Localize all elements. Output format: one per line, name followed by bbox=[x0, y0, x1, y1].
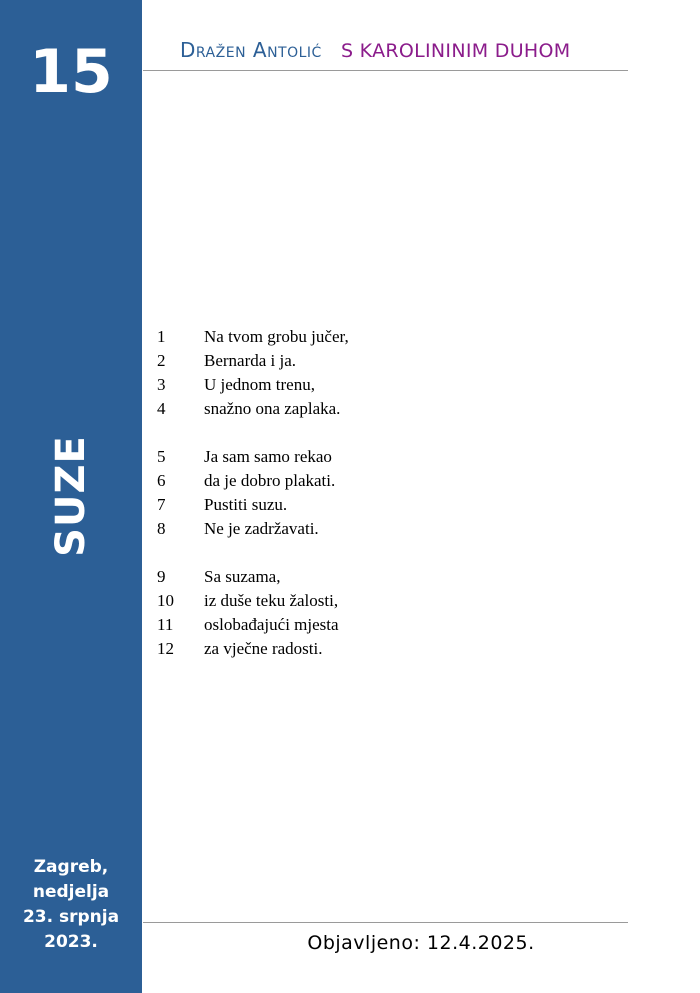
line-text: Ne je zadržavati. bbox=[204, 519, 319, 538]
line-number: 10 bbox=[157, 591, 174, 610]
book-title: S KAROLININIM DUHOM bbox=[340, 40, 571, 62]
sidebar bbox=[0, 0, 142, 993]
page-header bbox=[180, 38, 570, 62]
date-block bbox=[0, 855, 142, 955]
line-number: 5 bbox=[157, 447, 166, 466]
date-line-place: Zagreb, bbox=[33, 857, 109, 877]
poem-line bbox=[157, 613, 349, 637]
poem-line bbox=[157, 493, 349, 517]
line-text: Pustiti suzu. bbox=[204, 495, 288, 514]
line-number: 11 bbox=[157, 615, 174, 634]
line-number: 12 bbox=[157, 639, 174, 658]
line-text: snažno ona zaplaka. bbox=[204, 399, 341, 418]
stanza bbox=[157, 445, 349, 541]
line-text: iz duše teku žalosti, bbox=[204, 591, 339, 610]
poem-line bbox=[157, 517, 349, 541]
line-text: za vječne radosti. bbox=[204, 639, 323, 658]
poem-line bbox=[157, 349, 349, 373]
poem-line bbox=[157, 373, 349, 397]
line-text: Na tvom grobu jučer, bbox=[204, 327, 349, 346]
published-date: Objavljeno: 12.4.2025. bbox=[307, 932, 535, 954]
poem-line bbox=[157, 397, 349, 421]
line-text: Sa suzama, bbox=[204, 567, 281, 586]
line-text: da je dobro plakati. bbox=[204, 471, 336, 490]
poem-line bbox=[157, 325, 349, 349]
line-number: 8 bbox=[157, 519, 166, 538]
line-text: oslobađajući mjesta bbox=[204, 615, 339, 634]
poem bbox=[157, 325, 349, 685]
line-number: 4 bbox=[157, 399, 166, 418]
date-line-weekday: nedjelja bbox=[32, 882, 110, 902]
date-line-year: 2023. bbox=[44, 932, 98, 952]
page-number: 15 bbox=[29, 37, 113, 107]
line-text: Bernarda i ja. bbox=[204, 351, 297, 370]
stanza bbox=[157, 325, 349, 421]
poem-title: SUZE bbox=[48, 435, 94, 557]
poem-line bbox=[157, 589, 349, 613]
line-number: 2 bbox=[157, 351, 166, 370]
header-divider bbox=[143, 70, 628, 71]
stanza bbox=[157, 565, 349, 661]
poem-line bbox=[157, 637, 349, 661]
author-name: Dražen Antolić bbox=[180, 38, 322, 62]
poem-line bbox=[157, 445, 349, 469]
line-text: U jednom trenu, bbox=[204, 375, 315, 394]
line-number: 9 bbox=[157, 567, 166, 586]
line-text: Ja sam samo rekao bbox=[204, 447, 332, 466]
line-number: 6 bbox=[157, 471, 166, 490]
footer-divider bbox=[143, 922, 628, 923]
line-number: 3 bbox=[157, 375, 166, 394]
line-number: 7 bbox=[157, 495, 166, 514]
poem-line bbox=[157, 469, 349, 493]
line-number: 1 bbox=[157, 327, 166, 346]
poem-line bbox=[157, 565, 349, 589]
date-line-day-month: 23. srpnja bbox=[22, 907, 120, 927]
